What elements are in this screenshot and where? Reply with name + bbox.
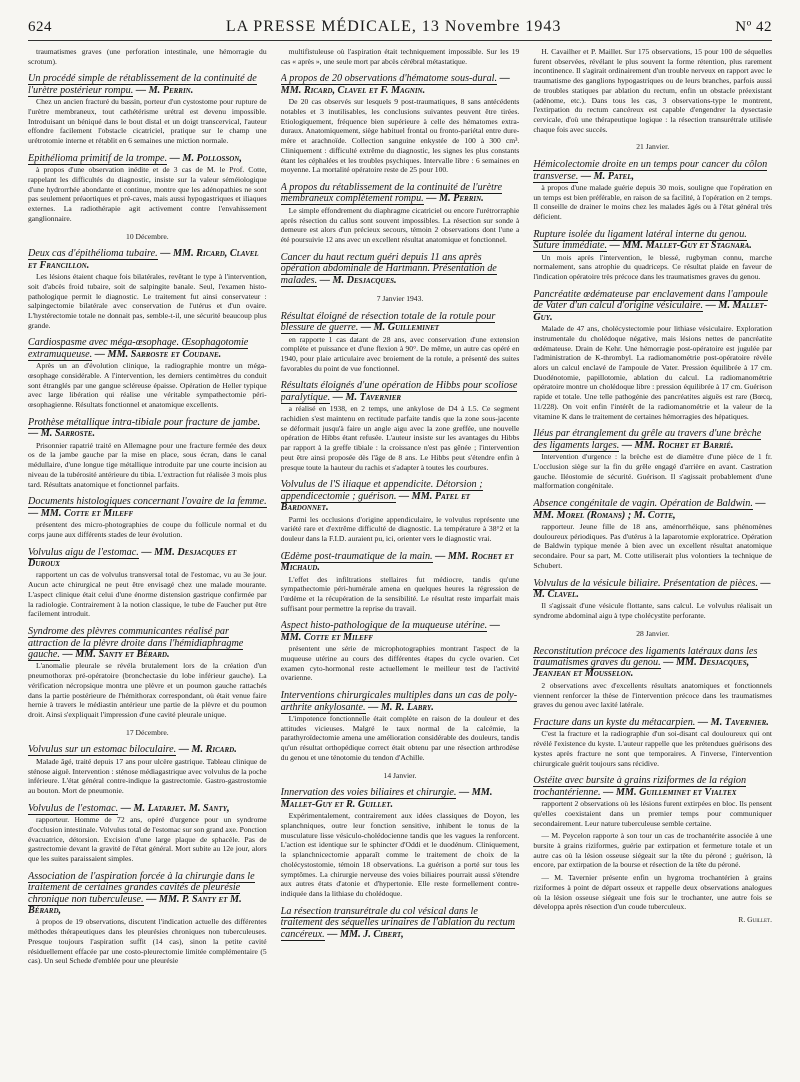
column-2: [281, 47, 520, 1057]
journal-title: LA PRESSE MÉDICALE, 13 Novembre 1943: [225, 18, 562, 35]
session-date: 28 Janvier.: [636, 628, 670, 638]
paragraph: Malade de 47 ans, cholécystectomie pour lithiase vésiculaire. Exploration instrumentale du cholédoque négative, mais lésions nettes de pancréatite œdémateuse. Drain de Kehr. Une hémorragie post-opératoire est jugulée par l'administration de K-thrombyl. La radiomanométrie post-opératoire révèle alors un calcul enclavé de l'ampoule de Vater. Pression équilibrée à 17 cm. Duodénotomie, papillotomie, ablation du calcul. La radiomanométrie opératoire montre un cholédoque libre : pression équilibrée à 17 cm. Guérison rapide et totale. Une telle pathogénie des pancréatites aiguës est rare (Bœcq, 11/228). On voit enfin l'intérêt de la radiomanométrie et la valeur de la vitamine K dans le traitement de certaines hémorragies des hépatiques.: [533, 324, 772, 421]
section-heading: Absence congénitale de vagin. Opération de Baldwin. — MM. Morel (Romans) ; M. Cotte,: [533, 498, 766, 521]
section-heading: Reconstitution précoce des ligaments latéraux dans les traumatismes graves du genou. — MM. Desjacques, Jeanjean et Mousselon.: [533, 645, 758, 680]
section-heading: Cardiospasme avec méga-œsophage. Œsophagotomie extramuqueuse. — MM. Sarroste et Coudane.: [28, 337, 249, 360]
section-heading: Volvulus sur un estomac biloculaire. — M. Ricard.: [28, 744, 237, 756]
section-heading: Epithélioma primitif de la trompe. — M. Pollosson,: [28, 152, 242, 164]
section-heading: A propos du rétablissement de la continuité de l'urètre membraneux complètement rompu. — M. Perrin.: [280, 182, 503, 205]
column-3: [533, 47, 772, 1057]
section-heading: Interventions chirurgicales multiples dans un cas de poly-arthrite ankylosante. — M. R. Labry.: [280, 690, 518, 713]
page-header: [28, 18, 772, 41]
session-date: 21 Janvier.: [636, 142, 670, 152]
section-heading: Ostéite avec bursite à grains riziformes de la région trochantérienne. — MM. Guilleminet et Vialtex: [533, 775, 747, 798]
section-heading: Rupture isolée du ligament latéral interne du genou. Suture immédiate. — MM. Mallet-Guy et Stagnara.: [533, 228, 752, 252]
section-heading: Résultat éloigné de résection totale de la rotule pour blessure de guerre. — M. Guilleminet: [280, 310, 496, 334]
section-heading: Aspect histo-pathologique de la muqueuse utérine. — MM. Cotte et Mileff: [280, 620, 500, 643]
section-heading: Un procédé simple de rétablissement de la continuité de l'urètre postérieur rompu. — M. Perrin.: [28, 73, 257, 96]
paragraph: traumatismes graves (une perforation intestinale, une hémorragie du scrotum).: [28, 47, 267, 66]
section-heading: Volvulus de l'S iliaque et appendicite. Détorsion ; appendicectomie ; guérison. — MM. Patel et Bardonnet.: [280, 479, 483, 514]
paragraph: Intervention d'urgence : la brèche est de diamètre d'une pièce de 1 fr. L'occlusion siège sur la fin du grêle engagé d'arrière en avant. Castration gauche. Iléostomie de sécurité. Guérison. Il s'agissait probablement d'une malformation congénitale.: [533, 452, 772, 491]
section-heading: Volvulus de la vésicule biliaire. Présentation de pièces. — M. Clavel.: [533, 577, 771, 600]
paragraph: en rapporte 1 cas datant de 28 ans, avec conservation d'une extension complète et puissance et d'une flexion à 90°. De même, un autre cas opéré en 1940, pour plaie articulaire avec broiement de la rotule, a présenté des suites favorables du point de vue fonctionnel.: [280, 334, 520, 373]
paragraph: présentent des micro-photographies de coupe du follicule normal et du corps jaune aux différents stades de leur évolution.: [28, 520, 267, 539]
paragraph: H. Cavailher et P. Maillet. Sur 175 observations, 15 pour 100 de séquelles furent observées, révélant le plus souvent la forme rétention, plus rarement incontinence. Il s'agirait ordinairement d'un trouble nerveux en rapport avec le traumatisme des ganglions hypogastriques ou de leurs branches, parfois aussi de troubles statiques par ablation du rectum, enfin un obstacle préexistant (adénome, etc.). Dans tous les cas, 3 observations-type le montrent, l'extirpation du rectum cancéreux est capable d'engendrer la dysectasie cervicale, d'où une thérapeutique logique : la résection transurétrale utilisée chaque fois avec succès.: [533, 47, 772, 134]
paragraph: Il s'agissait d'une vésicule flottante, sans calcul. Le volvulus réalisait un syndrome abdominal aigu à type cholécystite perforante.: [533, 601, 772, 621]
paragraph: a réalisé en 1938, en 2 temps, une ankylose de D4 à L5. Ce segment rachidien s'est maintenu en rectitude parfaite tandis que la zone sous-jacente se déformait jusqu'à faire un angle aigu avec la zone greffée, une nouvelle opération de Hibbs étant refusée. L'auteur insiste sur les avantages du Hibbs par rapport à la greffe tibiale : la croissance n'est pas gênée ; l'intervention peut être ainsi proposée dès l'âge de 8 ans. Le Hibbs peut s'étendre enfin à presque toute la hauteur du rachis et s'adapter à toutes les courbures.: [280, 404, 520, 472]
paragraph: rapporteur. Homme de 72 ans, opéré d'urgence pour un syndrome d'occlusion intestinale. Volvulus total de l'estomac sur son grand axe. Ponction évacuatrice, détorsion. Excision d'une large plaque de sphacèle. Pas de gastrectomie devant la gravité de l'état général. Mort subite au 12e jour, alors que les suites paraissaient simples.: [28, 815, 267, 863]
section-heading: Fracture dans un kyste du métacarpien. — M. Tavernier.: [533, 716, 769, 728]
section-heading: Syndrome des plèvres communicantes réalisé par attraction de la plèvre droite dans l'hémidiaphragme gauche. — MM. Santy et Bérard.: [28, 626, 244, 660]
author-signature: R. Guillet.: [738, 914, 772, 924]
paragraph: rapporteur. Jeune fille de 18 ans, aménorrhéique, sans phénomènes douloureux périodiques. Pas d'utérus à la laparotomie exploratrice. Opération de Baldwin typique menée à bien avec un excellent résultat anatomique secondaire. Pour sa part, M. Cotte utiliserait plus volontiers la technique de Schubert.: [533, 521, 772, 570]
column-1: [28, 47, 267, 1057]
section-heading: Prothèse métallique intra-tibiale pour fracture de jambe. — M. Sarroste.: [28, 416, 261, 440]
paragraph: L'impotence fonctionnelle était complète en raison de la douleur et des attitudes vicieuses. Malgré le taux normal de la calcémie, la parathyroïdectomie amena une amélioration considérable des douleurs, tandis qu'un résultat orthopédique correct était obtenu par une résection arthrodèse du genou et une ténotomie du tendon d'Achille.: [280, 714, 520, 762]
section-heading: Cancer du haut rectum guéri depuis 11 ans après opération abdominale de Hartmann. Présentation de malades. — M. Desjacques.: [280, 251, 497, 286]
paragraph: Chez un ancien fracturé du bassin, porteur d'un cystostome pour rupture de l'urètre membraneux, tout cathétérisme urétral est devenu impossible. Introduisant un béniqué dans le bout distal et un doigt transcervical, l'auteur effondre facilement l'obstacle cicatriciel, pratique sur le champ une urétrotomie interne et rétablit en 6 semaines une miction normale.: [28, 97, 267, 146]
paragraph: Prisonnier rapatrié traité en Allemagne pour une fracture fermée des deux os de la jambe gauche par la mise en place, sous écran, dans le canal médullaire, d'une longue tige métallique introduite par une courte incision au niveau de la tubérosité antérieure du tibia. L'extraction fut réalisée 3 mois plus tard. Résultats anatomique et fonctionnel parfaits.: [28, 440, 267, 489]
session-date: 14 Janvier.: [383, 770, 417, 780]
paragraph: rapportent un cas de volvulus transversal total de l'estomac, vu au 3e jour. Aucun acte chirurgical ne peut être envisagé chez une malade mourante. L'aspect clinique était celui d'une énorme distension gastrique confirmée par la radiologie. Contrairement à la notion classique, le tube de Faucher put être facilement introduit.: [28, 570, 267, 619]
section-heading: Documents histologiques concernant l'ovaire de la femme. — MM. Cotte et Mileff: [28, 496, 267, 519]
paragraph: Les lésions étaient chaque fois bilatérales, revêtant le type à l'intervention, soit d'abcès froid tubaire, soit de salpingite banale. Seul, l'examen histo-pathologique permit le diagnostic. Le traitement fut ainsi conservateur : salpingectomie bilatérale avec conservation de l'utérus et d'un ovaire. L'hystérectomie totale ne donnait pas, semble-t-il, une sécurité beaucoup plus grande.: [28, 272, 267, 330]
paragraph: L'anomalie pleurale se révéla brutalement lors de la création d'un pneumothorax pré-opératoire (bronchectasie du lobe inférieur gauche). La vérification nécropsique montra une plèvre et un poumon gauche rattachés dans la partie postérieure de l'hémithorax correspondant, où était venue faire hernie à travers le médiastin antérieur une partie de la plèvre et du poumon droit. Ainsi s'expliquait l'impression d'une cavité pleurale unique.: [28, 661, 267, 719]
paragraph: à propos de 19 observations, discutent l'indication actuelle des différentes méthodes thérapeutiques dans les pleurésies chroniques non tuberculeuses. Presque toujours l'aspiration suffit (14 cas), sinon la petite cavité résiduellement effacée par une costo-pleurectomie limitée complémentaire (5 cas). Un seul Schede d'emblée pour une pleurésie: [28, 917, 267, 966]
paragraph: Le simple effondrement du diaphragme cicatriciel ou encore l'urétrorraphie après résection du callus sont souvent impossibles. La résection sur sonde à demeure est alors d'un précieux secours, témoin 2 observations dont l'une a été poursuivie 12 ans avec un excellent résultat anatomique et fonctionnel.: [280, 205, 520, 245]
paragraph: C'est la fracture et la radiographie d'un soi-disant cal douloureux qui ont révélé l'existence du kyste. L'auteur rappelle que les prétendues guérisons des kystes après fracture ne sont que temporaires. A l'inverse, l'intervention chirurgicale guérit toujours sans récidive.: [533, 729, 772, 768]
section-heading: Hémicolectomie droite en un temps pour cancer du côlon transverse. — M. Patel,: [533, 159, 768, 182]
session-date: 7 Janvier 1943.: [376, 294, 424, 304]
paragraph: multifistuleuse où l'aspiration était techniquement impossible. Sur les 19 cas « après », une seule mort par abcès cérébral métastatique.: [280, 47, 520, 66]
paragraph: Un mois après l'intervention, le blessé, rugbyman connu, marche normalement, sans atrophie du quadriceps. Ce résultat plaide en faveur de l'indication opératoire très précoce dans les traumatismes graves du genou.: [533, 252, 772, 282]
section-heading: Iléus par étranglement du grêle au travers d'une brèche des ligaments larges. — MM. Rochet et Barrié.: [533, 428, 762, 451]
page-number: 624: [28, 19, 52, 35]
paragraph: rapportent 2 observations où les lésions furent extirpées en bloc. Ils pensent qu'elles coexistaient dans un premier temps pour communiquer secondairement. Leur nature tuberculeuse semble certaine.: [533, 799, 772, 828]
section-heading: Innervation des voies biliaires et chirurgie. — MM. Mallet-Guy et R. Guillet.: [280, 787, 493, 810]
section-heading: Volvulus aigu de l'estomac. — MM. Desjacques et Duroux: [28, 546, 237, 570]
session-date: 10 Décembre.: [126, 231, 169, 241]
section-heading: Résultats éloignés d'une opération de Hibbs pour scoliose paralytique. — M. Tavernier: [280, 380, 518, 403]
paragraph: Expérimentalement, contrairement aux idées classiques de Doyon, les splanchniques, outre leur fonction sensitive, inhibent le tonus de la musculature lisse vésiculo-cholédocienne tandis que les vagues la renforcent. L'action est identique sur le sphincter d'Oddi et le duodénum. Cliniquement, la splanchnicectomie apparaît comme le traitement de choix de la cholécystostomie, témoin 18 observations. La guérison a porté sur tous les symptômes. La chirurgie nerveuse des voies biliaires pourrait aussi s'étendre aux autres états d'atonie et d'hypertonie. Elle reste formellement contre-indiquée dans la lithiase du cholédoque.: [280, 811, 520, 898]
section-heading: Pancréatite œdémateuse par enclavement dans l'ampoule de Vater d'un calcul d'origine vésiculaire. — M. Mallet-Guy.: [533, 288, 768, 323]
article-columns: [28, 47, 772, 1057]
section-heading: Volvulus de l'estomac. — M. Latarjet. M. Santy,: [28, 802, 230, 814]
paragraph: 2 observations avec d'excellents résultats anatomiques et fonctionnels viennent renforcer la thèse de l'intervention précoce dans les traumatismes graves du genou avec laxité latérale.: [533, 680, 772, 710]
paragraph: à propos d'une observation inédite et de 3 cas de M. le Prof. Cotte, rappelant les difficultés du diagnostic, insiste sur la valeur séméiologique d'une hydrorrhée abondante et continue, montre que les adénopathies ne sont pas seulement préaortiques et pré-caves, mais aussi hypogastriques et iliaques externes. La radiothérapie agit activement contre l'envahissement ganglionnaire.: [28, 165, 267, 223]
section-heading: Association de l'aspiration forcée à la chirurgie dans le traitement de certaines grandes cavités de pleurésie chronique non tuberculeuse. — MM. P. Santy et M. Bérard,: [28, 870, 255, 916]
paragraph: Malade âgé, traité depuis 17 ans pour ulcère gastrique. Tableau clinique de sténose aiguë. Intervention : sténose médiagastrique avec volvulus de la poche inférieure. L'état général contre-indique la gastrectomie. Gastro-gastrostomie au bouton. Mort de pneumonie.: [28, 756, 267, 795]
paragraph: De 20 cas observés sur lesquels 9 post-traumatiques, 8 sans antécédents notables et 3 inutilisables, les conclusions suivantes peuvent être tirées. Etiologiquement, fréquence bien supérieure à celle des hématomes extra-duraux. Anatomiquement, siège habituel frontal ou fronto-pariétal entre dure-mère et arachnoïde. Collection sanguine enkystée de 100 à 300 cm³. Cliniquement : difficulté extrême du diagnostic, les signes les plus constants étant les céphalées et les troubles psychiques. Intervalle libre : 6 semaines en moyenne. La mortalité opératoire reste de 25 pour 100.: [280, 97, 520, 175]
paragraph: Après un an d'évolution clinique, la radiographie montre un méga-œsophage considérable. A l'intervention, les derniers centimètres du conduit sont étranglés par une gangue scléreuse épaisse. Opération de Heller typique avec large libération qui réalise une véritable sympathectomie péri-œsophagienne. Résultats fonctionnel et anatomique excellents.: [28, 361, 267, 410]
paragraph: L'effet des infiltrations stellaires fut médiocre, tandis qu'une sympathectomie péri-humérale amena en quelques heures la régression de l'œdème et la récupération de la sensibilité. Le résultat reste imparfait mais suffisant pour permettre la reprise du travail.: [280, 574, 520, 613]
paragraph: Parmi les occlusions d'origine appendiculaire, le volvulus représente une variété rare et d'extrême difficulté de diagnostic. La température à 38°2 et la douleur dans la F.I.D. auraient pu, ici, orienter vers le diagnostic vrai.: [280, 514, 520, 544]
paragraph: — M. Tavernier présente enfin un hygroma trochantérien à grains riziformes à point de départ osseux et rappelle deux observations analogues où la lésion osseuse siégeait une fois sur le trochanter, une autre fois se développa après résection d'un coude tuberculeux.: [533, 873, 772, 912]
session-date: 17 Décembre.: [126, 727, 169, 737]
paragraph: — M. Peycelon rapporte à son tour un cas de trochantérite associée à une bursite à grains riziformes, guérie par extirpation et fermeture totale et un autre cas où la lésion osseuse siégeait sur la tête du péroné ; guérison, là encore, par extirpation de la bourse et résection de la tête du péroné.: [533, 831, 772, 870]
section-heading: La résection transurétrale du col vésical dans le traitement des séquelles urinaires de l'ablation du rectum cancéreux. — MM. J. Cibert,: [280, 905, 515, 940]
section-heading: Œdème post-traumatique de la main. — MM. Rochet et Michaud.: [280, 550, 514, 574]
section-heading: A propos de 20 observations d'hématome sous-dural. — MM. Ricard, Clavel et F. Magnin.: [280, 73, 510, 96]
paragraph: à propos d'une malade guérie depuis 30 mois, souligne que l'opération en un temps est bien préférable, en raison de sa facilité, à l'opération en 2 temps. Il conseille de drainer le moins chez les malades âgés ou à l'état général très déficient.: [533, 183, 772, 222]
issue-number: Nº 42: [735, 19, 772, 35]
paragraph: présentent une série de microphotographies montrant l'aspect de la muqueuse utérine au cours des différentes étapes du cycle ovarien. Cet examen cyto-hormonal reste actuellement le meilleur test de l'activité ovarienne.: [280, 644, 520, 683]
section-heading: Deux cas d'épithélioma tubaire. — MM. Ricard, Clavel et Francillon.: [28, 248, 259, 271]
